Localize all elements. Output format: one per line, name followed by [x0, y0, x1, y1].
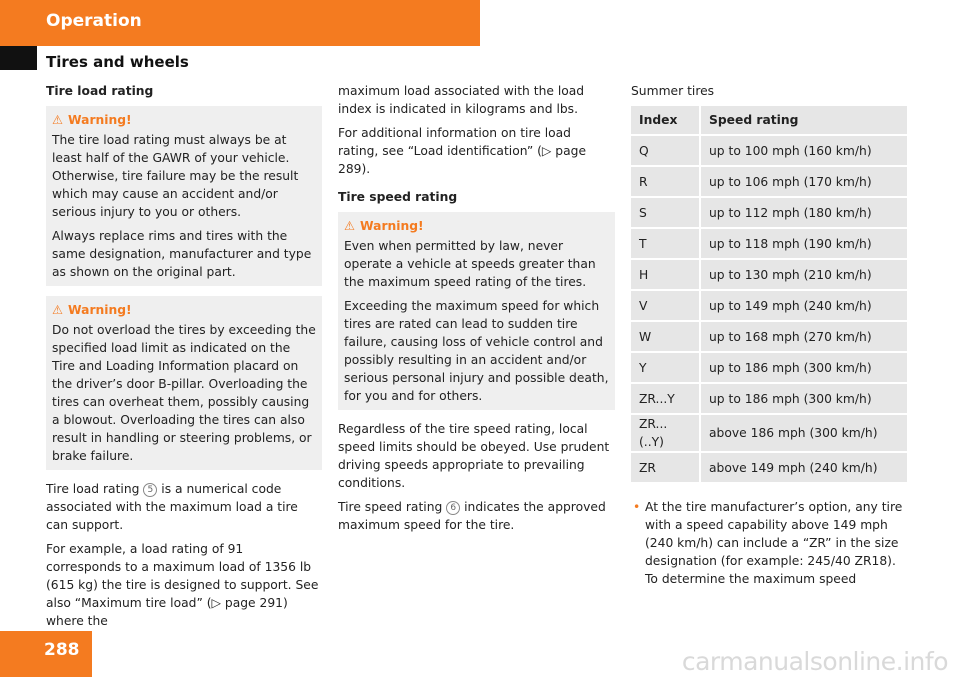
speed-index-cell: Q [631, 136, 701, 165]
warning-box-load-2 [46, 296, 322, 470]
subsection-title: Tires and wheels [46, 53, 189, 71]
warning-text: The tire load rating must always be at least half of the GAWR of your vehicle. Otherwise, tire failure may be the result which may cause an accident and/or serious injury to you or others. [52, 133, 299, 219]
table-row [631, 136, 907, 165]
speed-index-cell: W [631, 322, 701, 351]
speed-index-cell: V [631, 291, 701, 320]
table-row [631, 260, 907, 289]
speed-rating-cell: up to 168 mph (270 km/h) [701, 322, 907, 351]
page-number: 288 [44, 640, 80, 660]
warning-title: ⚠ Warning! [344, 219, 424, 233]
column-1 [46, 82, 322, 636]
table-header-cell: Speed rating [701, 106, 907, 134]
table-row [631, 291, 907, 320]
bullet-list [631, 498, 907, 588]
page-ref-arrow-icon: ▷ [211, 596, 221, 610]
table-header-row [631, 106, 907, 134]
warning-title: ⚠ Warning! [52, 113, 132, 127]
section-title: Operation [46, 11, 142, 31]
tire-speed-rating-heading: Tire speed rating [338, 190, 458, 204]
speed-index-cell: ZR [631, 453, 701, 482]
speed-rating-paragraph: Tire speed rating 6 indicates the approved maximum speed for the tire. [338, 500, 606, 532]
speed-rating-cell: up to 100 mph (160 km/h) [701, 136, 907, 165]
table-row [631, 229, 907, 258]
speed-rating-cell: above 149 mph (240 km/h) [701, 453, 907, 482]
speed-rating-cell: up to 186 mph (300 km/h) [701, 384, 907, 413]
table-row [631, 453, 907, 482]
table-row [631, 167, 907, 196]
load-identification-paragraph: For additional information on tire load rating, see “Load identification” (▷ page 289). [338, 126, 587, 176]
warning-text: Always replace rims and tires with the same designation, manufacturer and type as shown on the original part. [52, 229, 312, 279]
table-header-cell: Index [631, 106, 701, 134]
warning-title: ⚠ Warning! [52, 303, 132, 317]
column-3 [631, 82, 907, 588]
watermark: carmanualsonline.info [681, 647, 948, 676]
speed-index-cell: Y [631, 353, 701, 382]
load-index-paragraph: maximum load associated with the load index is indicated in kilograms and lbs. [338, 84, 585, 116]
table-row [631, 384, 907, 413]
speed-rating-cell: up to 149 mph (240 km/h) [701, 291, 907, 320]
speed-limit-paragraph: Regardless of the tire speed rating, local speed limits should be obeyed. Use prudent driving speeds appropriate to prevailing conditions. [338, 422, 610, 490]
speed-rating-cell: up to 106 mph (170 km/h) [701, 167, 907, 196]
summer-tires-heading: Summer tires [631, 84, 715, 98]
speed-index-cell: R [631, 167, 701, 196]
warning-text: Exceeding the maximum speed for which tires are rated can lead to sudden tire failure, causing loss of vehicle control and possibly resulting in an accident and/or serious personal injury and possible death, for you and for others. [344, 299, 609, 403]
speed-rating-cell: above 186 mph (300 km/h) [701, 415, 907, 451]
list-item: • At the tire manufacturer’s option, any tire with a speed capability above 149 mph (240 km/h) can include a “ZR” in the size designation (for example: 245/40 ZR18). To determine the maximum speed [631, 498, 907, 588]
load-rating-paragraph: Tire load rating 5 is a numerical code associated with the maximum load a tire can support. [46, 482, 298, 532]
speed-rating-cell: up to 118 mph (190 km/h) [701, 229, 907, 258]
tire-load-rating-heading: Tire load rating [46, 84, 154, 98]
warning-triangle-icon: ⚠ [52, 303, 64, 317]
warning-text: Do not overload the tires by exceeding the specified load limit as indicated on the Tire and Loading Information placard on the driver’s door B-pillar. Overloading the tires can overheat them, possibly causing a blowout. Overloading the tires can also result in handling or steering problems, or brake failure. [52, 323, 316, 463]
speed-index-cell: H [631, 260, 701, 289]
warning-triangle-icon: ⚠ [52, 113, 64, 127]
speed-table-body [631, 136, 907, 482]
load-example-paragraph: For example, a load rating of 91 corresponds to a maximum load of 1356 lb (615 kg) the tire is designed to support. See also “Maximum tire load” (▷ page 291) where the [46, 542, 319, 628]
page-ref-arrow-icon: ▷ [541, 144, 552, 158]
column-2 [338, 82, 615, 540]
table-row [631, 198, 907, 227]
warning-triangle-icon: ⚠ [344, 219, 356, 233]
speed-index-cell: S [631, 198, 701, 227]
callout-number-icon: 6 [446, 501, 460, 515]
speed-rating-cell: up to 186 mph (300 km/h) [701, 353, 907, 382]
table-row [631, 353, 907, 382]
speed-index-cell: ZR...Y [631, 384, 701, 413]
speed-rating-cell: up to 130 mph (210 km/h) [701, 260, 907, 289]
table-row [631, 415, 907, 451]
warning-box-speed [338, 212, 615, 410]
callout-number-icon: 5 [143, 483, 157, 497]
warning-text: Even when permitted by law, never operate a vehicle at speeds greater than the maximum speed rating of the tires. [344, 239, 596, 289]
speed-index-cell: T [631, 229, 701, 258]
warning-box-load-1 [46, 106, 322, 286]
table-row [631, 322, 907, 351]
speed-rating-table [631, 104, 907, 484]
speed-index-cell: ZR...(..Y) [631, 415, 701, 451]
header-tab-marker [0, 46, 37, 70]
speed-rating-cell: up to 112 mph (180 km/h) [701, 198, 907, 227]
